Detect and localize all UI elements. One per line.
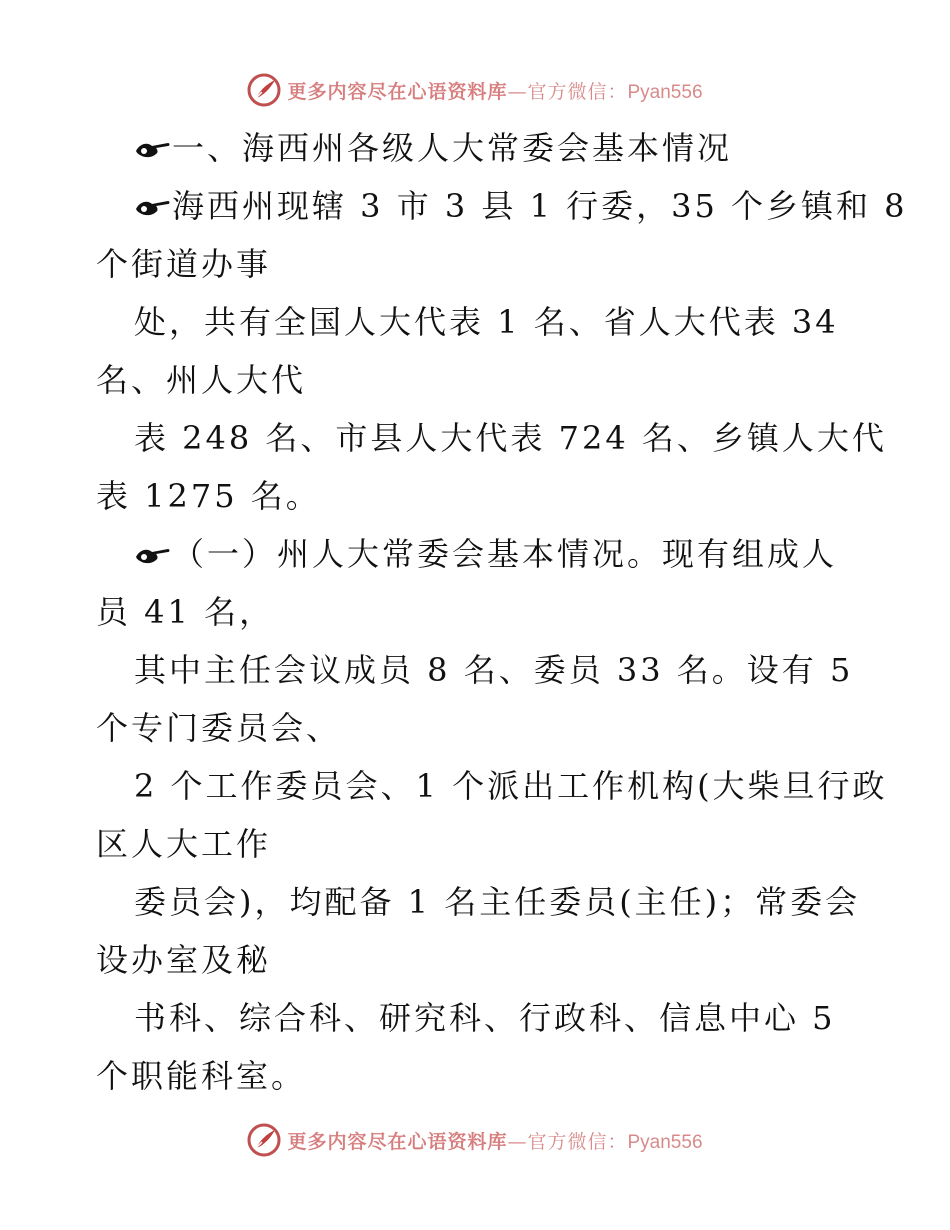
paragraph-line: 员 41 名， bbox=[96, 593, 275, 631]
paragraph-line: 个职能科室。 bbox=[96, 1057, 307, 1095]
quill-logo-icon bbox=[247, 73, 281, 107]
paragraph-line: 其中主任会议成员 8 名、委员 33 名。设有 5 bbox=[134, 651, 854, 689]
paragraph-line: 海西州现辖 3 市 3 县 1 行委，35 个乡镇和 8 bbox=[134, 186, 908, 226]
section-heading: 一、海西州各级人大常委会基本情况 bbox=[134, 128, 732, 168]
watermark-text: 更多内容尽在心语资料库—官方微信：Pyan556 bbox=[287, 1130, 703, 1153]
paragraph-line: 委员会)，均配备 1 名主任委员(主任)；常委会 bbox=[134, 883, 861, 921]
hand-pointer-icon bbox=[134, 137, 172, 161]
paragraph-line: 2 个工作委员会、1 个派出工作机构(大柴旦行政 bbox=[134, 767, 888, 805]
paragraph-line: 书科、综合科、研究科、行政科、信息中心 5 bbox=[134, 999, 836, 1037]
hand-pointer-icon bbox=[134, 195, 172, 219]
watermark-text: 更多内容尽在心语资料库—官方微信：Pyan556 bbox=[287, 80, 703, 103]
paragraph-line: 个专门委员会、 bbox=[96, 709, 342, 747]
paragraph-line: 个街道办事 bbox=[96, 245, 272, 283]
paragraph-line: 名、州人大代 bbox=[96, 361, 307, 399]
paragraph-line: 表 248 名、市县人大代表 724 名、乡镇人大代 bbox=[134, 419, 887, 457]
subsection-heading: （一）州人大常委会基本情况。现有组成人 bbox=[134, 534, 837, 574]
paragraph-line: 处，共有全国人大代表 1 名、省人大代表 34 bbox=[134, 303, 839, 341]
header-watermark bbox=[0, 72, 950, 108]
hand-pointer-icon bbox=[134, 543, 172, 567]
paragraph-line: 表 1275 名。 bbox=[96, 477, 321, 515]
paragraph-line: 设办室及秘 bbox=[96, 941, 272, 979]
quill-logo-icon bbox=[247, 1123, 281, 1157]
paragraph-line: 区人大工作 bbox=[96, 825, 272, 863]
footer-watermark bbox=[0, 1122, 950, 1158]
